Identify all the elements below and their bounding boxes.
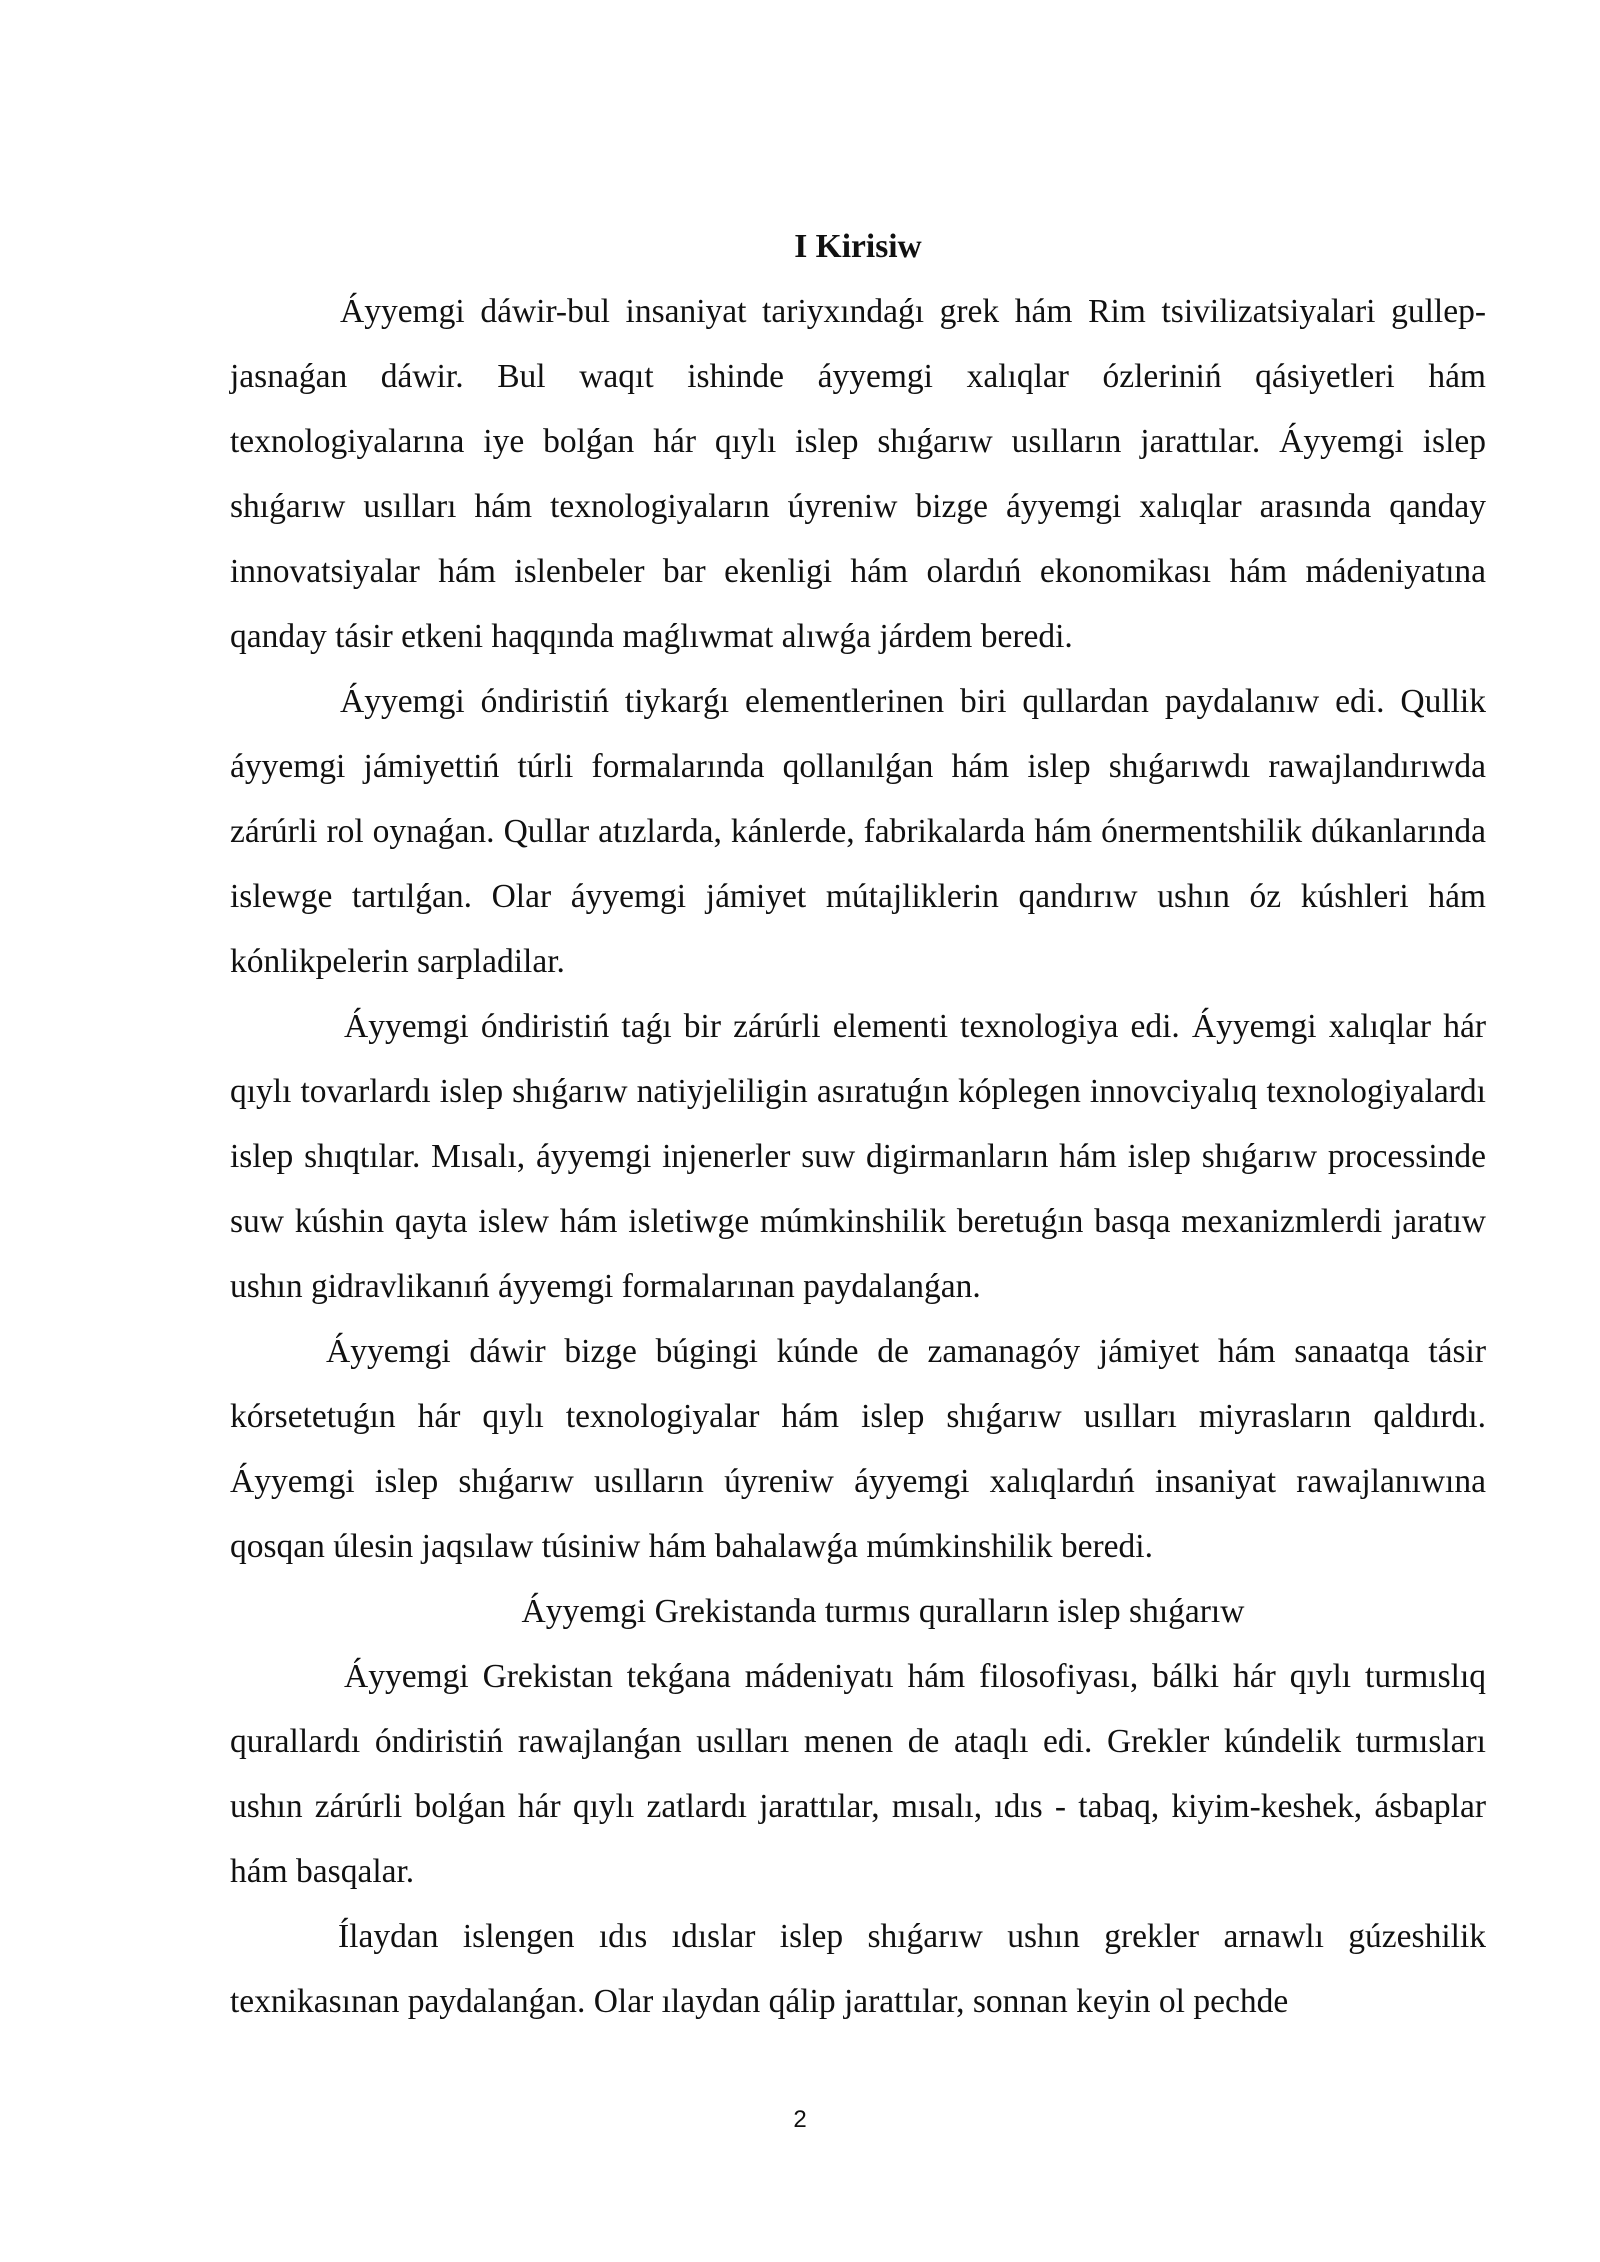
paragraph-intro: Áyyemgi dáwir-bul insaniyat tariyxındaǵı grek hám Rim tsivilizatsiyalari gullep-jasnaǵan dáwir. Bul waqıt ishinde áyyemgi xalıqlar ózleriniń qásiyetleri hám texnologiyalarına iye bolǵan hár qıylı islep shıǵarıw usılların jarattılar. Áyyemgi islep shıǵarıw usılları hám texnologiyaların úyreniw bizge áyyemgi xalıqlar arasında qanday innovatsiyalar hám islenbeler bar ekenligi hám olardıń ekonomikası hám mádeniyatına qanday tásir etkeni haqqında maǵlıwmat alıwǵa járdem beredi.	[230, 293, 1486, 655]
paragraph-slavery: Áyyemgi óndiristiń tiykarǵı elementlerinen biri qullardan paydalanıw edi. Qullik áyyemgi jámiyettiń túrli formalarında qollanılǵan hám islep shıǵarıwdı rawajlandırıwda zárúrli rol oynaǵan. Qullar atızlarda, kánlerde, fabrikalarda hám ónermentshilik dúkanlarında islewge tartılǵan. Olar áyyemgi jámiyet mútajliklerin qandırıw ushın óz kúshleri hám kónlikpelerin sarpladilar.	[230, 683, 1486, 980]
subsection-heading: Áyyemgi Grekistanda turmıs quralların islep shıǵarıw	[521, 1593, 1245, 1630]
section-heading: I Kirisiw	[794, 228, 922, 265]
paragraph-greece: Áyyemgi Grekistan tekǵana mádeniyatı hám filosofiyası, bálki hár qıylı turmıslıq qurallardı óndiristiń rawajlanǵan usılları menen de ataqlı edi. Grekler kúndelik turmısları ushın zárúrli bolǵan hár qıylı zatlardı jarattılar, mısalı, ıdıs - tabaq, kiyim-keshek, ásbaplar hám basqalar.	[230, 1658, 1486, 1890]
paragraph-legacy: Áyyemgi dáwir bizge búgingi kúnde de zamanagóy jámiyet hám sanaatqa tásir kórsetetuǵın hár qıylı texnologiyalar hám islep shıǵarıw usılları miyrasların qaldırdı. Áyyemgi islep shıǵarıw usılların úyreniw áyyemgi xalıqlardıń insaniyat rawajlanıwına qosqan úlesin jaqsılaw túsiniw hám bahalawǵa múmkinshilik beredi.	[230, 1333, 1486, 1565]
paragraph-pottery: Ílaydan islengen ıdıs ıdıslar islep shıǵarıw ushın grekler arnawlı gúzeshilik texnikasınan paydalanǵan. Olar ılaydan qálip jarattılar, sonnan keyin ol pechde	[230, 1918, 1486, 2020]
page-number: 2	[793, 2106, 807, 2133]
paragraph-technology: Áyyemgi óndiristiń taǵı bir zárúrli elementi texnologiya edi. Áyyemgi xalıqlar hár qıylı tovarlardı islep shıǵarıw natiyjeliligin asıratuǵın kóplegen innovciyalıq texnologiyalardı islep shıqtılar. Mısalı, áyyemgi injenerler suw digirmanların hám islep shıǵarıw processinde suw kúshin qayta islew hám isletiwge múmkinshilik beretuǵın basqa mexanizmlerdi jaratıw ushın gidravlikanıń áyyemgi formalarınan paydalanǵan.	[230, 1008, 1486, 1305]
page-content	[230, 214, 1486, 2034]
